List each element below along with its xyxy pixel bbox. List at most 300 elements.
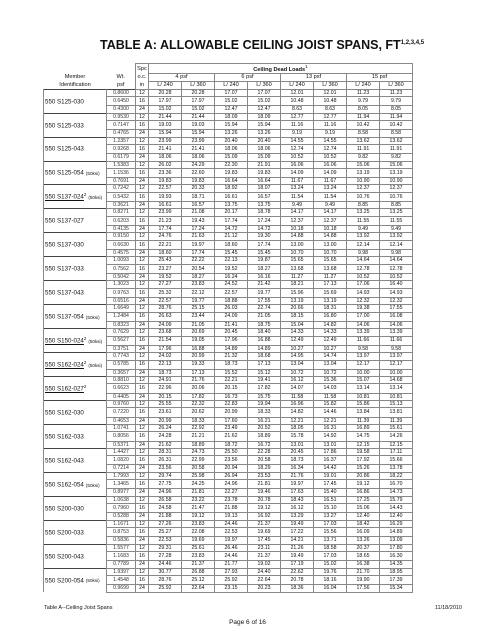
span-cell: 16.04 xyxy=(314,585,347,592)
span-cell: 11.67 xyxy=(314,178,347,185)
span-cell: 19.46 xyxy=(248,489,281,496)
span-cell: 21.88 xyxy=(215,504,248,513)
table-row xyxy=(44,216,413,225)
spacing-cell: 16 xyxy=(136,552,149,561)
table-row xyxy=(44,121,413,130)
span-cell: 14.06 xyxy=(380,321,413,328)
span-cell: 15.94 xyxy=(248,121,281,130)
span-cell: 13.01 xyxy=(314,441,347,448)
span-cell: 18.95 xyxy=(380,568,413,575)
span-cell: 22.30 xyxy=(215,161,248,168)
span-cell: 16.92 xyxy=(248,513,281,520)
table-row xyxy=(44,496,413,503)
span-cell: 12.15 xyxy=(380,441,413,448)
span-cell: 25.61 xyxy=(182,544,215,551)
member-name: 550 S137-033 xyxy=(45,265,84,273)
span-cell: 11.66 xyxy=(380,336,413,345)
span-cell: 22.99 xyxy=(182,456,215,465)
spacing-cell: 16 xyxy=(136,144,149,153)
span-cell: 13.00 xyxy=(281,240,314,249)
span-cell: 9.82 xyxy=(347,154,380,161)
member-name: 550 S162-054 xyxy=(45,481,84,489)
span-cell: 21.08 xyxy=(182,209,215,216)
span-cell: 12.47 xyxy=(215,106,248,113)
span-cell: 20.28 xyxy=(149,89,182,96)
span-cell: 19.87 xyxy=(248,257,281,264)
span-cell: 13.75 xyxy=(215,202,248,209)
load-4psf-header: 4 psf xyxy=(149,74,215,82)
span-cell: 28.76 xyxy=(149,576,182,585)
table-row xyxy=(44,568,413,575)
span-cell: 20.62 xyxy=(182,408,215,417)
span-cell: 15.52 xyxy=(215,369,248,376)
weight-cell: 1.1671 xyxy=(107,520,136,527)
span-cell: 20.17 xyxy=(215,209,248,216)
span-cell: 26.58 xyxy=(149,496,182,503)
span-cell: 21.44 xyxy=(182,113,215,120)
table-row xyxy=(44,144,413,153)
span-cell: 18.29 xyxy=(248,465,281,472)
span-cell: 14.88 xyxy=(281,233,314,240)
span-cell: 18.06 xyxy=(149,154,182,161)
span-cell: 11.94 xyxy=(347,113,380,120)
span-cell: 14.74 xyxy=(314,353,347,360)
span-cell: 22.13 xyxy=(215,257,248,264)
span-cell: 20.66 xyxy=(281,305,314,312)
table-row xyxy=(44,178,413,185)
weight-cell: 0.3621 xyxy=(107,202,136,209)
member-name: 550 S137-043 xyxy=(45,289,84,297)
span-cell: 14.35 xyxy=(380,561,413,568)
span-cell: 24.91 xyxy=(149,377,182,384)
span-cell: 12.17 xyxy=(347,360,380,369)
span-cell: 12.40 xyxy=(347,513,380,520)
psf-header: psf xyxy=(117,81,125,88)
span-cell: 20.78 xyxy=(281,576,314,585)
weight-cell: 1.4548 xyxy=(107,576,136,585)
table-row xyxy=(44,264,413,273)
span-cell: 23.83 xyxy=(182,520,215,527)
span-cell: 17.74 xyxy=(149,225,182,232)
span-cell: 17.13 xyxy=(314,281,347,288)
span-cell: 25.92 xyxy=(149,585,182,592)
span-cell: 10.48 xyxy=(281,97,314,106)
span-cell: 15.07 xyxy=(347,377,380,384)
span-cell: 19.49 xyxy=(281,552,314,561)
span-cell: 12.14 xyxy=(347,240,380,249)
table-row xyxy=(44,305,413,312)
span-cell: 21.41 xyxy=(215,321,248,328)
span-cell: 24.09 xyxy=(215,312,248,321)
table-row xyxy=(44,345,413,352)
span-cell: 9.79 xyxy=(380,97,413,106)
span-cell: 15.02 xyxy=(314,561,347,568)
span-cell: 15.94 xyxy=(215,121,248,130)
span-cell: 13.26 xyxy=(215,130,248,137)
spacing-cell: 16 xyxy=(136,576,149,585)
title-footnote-marks: 1,2,3,4,5 xyxy=(400,39,425,46)
span-cell: 12.49 xyxy=(281,336,314,345)
span-cell: 17.86 xyxy=(314,448,347,455)
span-cell: 11.55 xyxy=(380,216,413,225)
member-name: 550 S137-054 xyxy=(45,313,84,321)
span-cell: 19.12 xyxy=(347,480,380,489)
span-cell: 19.83 xyxy=(182,178,215,185)
table-row xyxy=(44,329,413,336)
span-cell: 20.40 xyxy=(248,137,281,144)
member-id xyxy=(44,432,107,441)
span-cell: 9.49 xyxy=(314,202,347,209)
span-cell: 10.00 xyxy=(380,369,413,376)
member-id xyxy=(44,264,107,273)
span-cell: 13.75 xyxy=(248,202,281,209)
span-cell: 17.97 xyxy=(182,97,215,106)
span-cell: 18.27 xyxy=(182,273,215,280)
member-name: 550 S137-024 xyxy=(45,194,84,202)
spacing-cell: 24 xyxy=(136,106,149,113)
span-cell: 19.93 xyxy=(149,192,182,201)
span-cell: 18.21 xyxy=(281,281,314,288)
span-cell: 18.60 xyxy=(149,249,182,256)
span-cell: 16.57 xyxy=(182,202,215,209)
span-cell: 15.56 xyxy=(314,528,347,537)
span-cell: 16.51 xyxy=(314,496,347,503)
span-cell: 17.07 xyxy=(248,89,281,96)
table-row xyxy=(44,233,413,240)
span-cell: 14.89 xyxy=(215,345,248,352)
table-row xyxy=(44,417,413,424)
span-cell: 16.64 xyxy=(248,178,281,185)
span-cell: 25.27 xyxy=(149,528,182,537)
span-cell: 16.72 xyxy=(248,441,281,448)
span-cell: 19.94 xyxy=(248,401,281,408)
span-cell: 17.22 xyxy=(281,528,314,537)
span-cell: 12.74 xyxy=(314,144,347,153)
span-cell: 19.58 xyxy=(347,448,380,455)
span-cell: 20.15 xyxy=(215,384,248,393)
span-cell: 20.33 xyxy=(182,185,215,192)
span-cell: 12.37 xyxy=(281,216,314,225)
span-cell: 24.52 xyxy=(215,281,248,288)
span-cell: 24.46 xyxy=(215,520,248,527)
span-cell: 18.16 xyxy=(314,576,347,585)
weight-cell: 0.5288 xyxy=(107,513,136,520)
span-cell: 21.12 xyxy=(215,233,248,240)
span-cell: 26.03 xyxy=(215,305,248,312)
spacing-cell: 12 xyxy=(136,113,149,120)
span-cell: 11.58 xyxy=(281,393,314,400)
span-cell: 14.93 xyxy=(380,288,413,297)
span-cell: 13.62 xyxy=(347,137,380,144)
member-id xyxy=(44,480,107,489)
span-cell: 23.68 xyxy=(149,329,182,336)
span-cell: 9.49 xyxy=(380,225,413,232)
span-cell: 18.36 xyxy=(281,585,314,592)
span-cell: 19.97 xyxy=(281,480,314,489)
span-cell: 16.06 xyxy=(314,161,347,168)
spacing-cell: 12 xyxy=(136,448,149,455)
span-cell: 24.96 xyxy=(215,480,248,489)
span-cell: 9.98 xyxy=(380,249,413,256)
weight-cell: 1.0741 xyxy=(107,424,136,431)
span-cell: 15.34 xyxy=(380,585,413,592)
span-cell: 23.44 xyxy=(182,312,215,321)
weight-cell: 0.7242 xyxy=(107,185,136,192)
span-cell: 19.05 xyxy=(182,336,215,345)
table-row xyxy=(44,441,413,448)
span-cell: 10.27 xyxy=(314,345,347,352)
span-cell: 24.46 xyxy=(149,561,182,568)
span-cell: 12.74 xyxy=(281,144,314,153)
span-cell: 21.26 xyxy=(281,544,314,551)
weight-cell: 1.0638 xyxy=(107,496,136,503)
footnote-mark: 2 xyxy=(83,192,87,198)
span-cell: 14.75 xyxy=(347,432,380,441)
span-cell: 19.02 xyxy=(248,561,281,568)
table-row xyxy=(44,273,413,280)
span-cell: 13.19 xyxy=(281,297,314,304)
span-cell: 13.25 xyxy=(380,209,413,216)
span-cell: 16.34 xyxy=(281,465,314,472)
span-cell: 20.28 xyxy=(182,89,215,96)
span-cell: 12.01 xyxy=(314,89,347,96)
span-cell: 17.80 xyxy=(380,544,413,551)
span-cell: 21.81 xyxy=(248,480,281,489)
span-cell: 10.00 xyxy=(347,369,380,376)
span-cell: 21.76 xyxy=(182,377,215,384)
span-cell: 25.43 xyxy=(149,257,182,264)
span-cell: 23.99 xyxy=(149,137,182,144)
span-cell: 24.46 xyxy=(215,552,248,561)
span-cell: 12.32 xyxy=(380,297,413,304)
span-cell: 11.55 xyxy=(347,216,380,225)
span-cell: 17.74 xyxy=(248,240,281,249)
deflection-header: L/ 360 xyxy=(248,82,281,90)
weight-cell: 1.3465 xyxy=(107,480,136,489)
span-cell: 14.92 xyxy=(314,432,347,441)
table-row xyxy=(44,528,413,537)
table-row xyxy=(44,353,413,360)
weight-cell: 0.6623 xyxy=(107,384,136,393)
span-cell: 18.09 xyxy=(215,113,248,120)
span-cell: 11.16 xyxy=(314,121,347,130)
table-body xyxy=(44,89,413,592)
weight-cell: 0.5042 xyxy=(107,273,136,280)
span-cell: 25.92 xyxy=(215,576,248,585)
span-cell: 16.57 xyxy=(248,192,281,201)
span-cell: 18.73 xyxy=(149,369,182,376)
span-cell: 8.05 xyxy=(347,106,380,113)
table-row xyxy=(44,288,413,297)
span-cell: 17.74 xyxy=(182,249,215,256)
weight-cell: 0.9763 xyxy=(107,288,136,297)
span-cell: 20.06 xyxy=(182,384,215,393)
span-cell: 18.33 xyxy=(248,408,281,417)
span-cell: 26.94 xyxy=(215,472,248,479)
spacing-cell: 12 xyxy=(136,209,149,216)
span-cell: 13.25 xyxy=(347,209,380,216)
span-cell: 15.13 xyxy=(380,401,413,408)
member-id xyxy=(44,240,107,249)
weight-cell: 0.7789 xyxy=(107,561,136,568)
span-cell: 21.37 xyxy=(182,561,215,568)
span-cell: 16.64 xyxy=(215,178,248,185)
span-cell: 18.27 xyxy=(248,264,281,273)
span-cell: 10.27 xyxy=(281,345,314,352)
span-cell: 17.03 xyxy=(314,520,347,527)
span-cell: 11.54 xyxy=(314,192,347,201)
span-cell: 14.55 xyxy=(281,137,314,144)
span-cell: 11.91 xyxy=(380,144,413,153)
spacing-cell: 16 xyxy=(136,384,149,393)
weight-cell: 1.3023 xyxy=(107,281,136,288)
span-cell: 23.83 xyxy=(182,281,215,288)
span-cell: 22.64 xyxy=(182,585,215,592)
span-cell: 15.09 xyxy=(215,154,248,161)
span-cell: 13.19 xyxy=(380,168,413,177)
weight-cell: 0.3751 xyxy=(107,345,136,352)
span-cell: 15.02 xyxy=(149,106,182,113)
spacing-cell: 16 xyxy=(136,216,149,225)
span-cell: 14.21 xyxy=(281,537,314,544)
span-cell: 10.52 xyxy=(347,273,380,280)
table-row xyxy=(44,552,413,561)
weight-cell: 0.5836 xyxy=(107,537,136,544)
table-row xyxy=(44,480,413,489)
span-cell: 14.95 xyxy=(281,353,314,360)
span-cell: 18.09 xyxy=(248,113,281,120)
span-cell: 21.23 xyxy=(149,216,182,225)
span-cell: 14.17 xyxy=(314,209,347,216)
span-cell: 17.07 xyxy=(215,89,248,96)
spacing-cell: 16 xyxy=(136,288,149,297)
span-cell: 18.06 xyxy=(248,144,281,153)
oc-header: o.c. xyxy=(137,74,147,81)
table-row xyxy=(44,424,413,431)
span-cell: 29.31 xyxy=(149,544,182,551)
span-cell: 15.65 xyxy=(281,257,314,264)
spacing-cell: 16 xyxy=(136,97,149,106)
weight-cell: 0.8977 xyxy=(107,489,136,496)
weight-cell: 0.7214 xyxy=(107,465,136,472)
table-row xyxy=(44,585,413,592)
span-cell: 8.85 xyxy=(347,202,380,209)
spacing-cell: 12 xyxy=(136,329,149,336)
span-cell: 25.15 xyxy=(182,305,215,312)
spacing-cell: 12 xyxy=(136,89,149,96)
member-name: 550 S137-030 xyxy=(45,242,84,249)
weight-cell: 0.9268 xyxy=(107,144,136,153)
spacing-cell: 24 xyxy=(136,489,149,496)
spacing-cell: 16 xyxy=(136,432,149,441)
span-cell: 17.55 xyxy=(248,297,281,304)
spacing-cell: 16 xyxy=(136,480,149,489)
span-cell: 17.60 xyxy=(215,417,248,424)
span-cell: 18.06 xyxy=(215,144,248,153)
table-row xyxy=(44,130,413,137)
weight-cell: 0.3657 xyxy=(107,369,136,376)
span-cell: 22.22 xyxy=(182,257,215,264)
weight-cell: 0.8271 xyxy=(107,209,136,216)
span-cell: 18.88 xyxy=(215,297,248,304)
member-id xyxy=(44,216,107,225)
member-name: 550 S125-043 xyxy=(45,146,84,154)
span-cell: 24.28 xyxy=(149,432,182,441)
span-cell: 21.54 xyxy=(149,336,182,345)
spacing-cell: 12 xyxy=(136,568,149,575)
weight-cell: 0.8753 xyxy=(107,528,136,537)
table-row xyxy=(44,401,413,408)
member-name: 550 S137-027 xyxy=(45,218,84,226)
weight-cell: 0.4765 xyxy=(107,130,136,137)
span-cell: 19.83 xyxy=(248,168,281,177)
span-cell: 21.47 xyxy=(182,504,215,513)
weight-cell: 0.9150 xyxy=(107,233,136,240)
span-cell: 16.86 xyxy=(347,489,380,496)
span-cell: 19.69 xyxy=(182,537,215,544)
span-cell: 19.76 xyxy=(314,568,347,575)
span-cell: 17.24 xyxy=(248,216,281,225)
span-cell: 23.78 xyxy=(215,496,248,503)
ceiling-joist-span-table xyxy=(43,63,413,593)
spacing-cell: 24 xyxy=(136,297,149,304)
span-cell: 13.39 xyxy=(380,329,413,336)
table-row xyxy=(44,504,413,513)
span-cell: 11.94 xyxy=(380,113,413,120)
span-cell: 18.40 xyxy=(248,329,281,336)
span-cell: 18.75 xyxy=(248,321,281,328)
span-cell: 24.29 xyxy=(182,161,215,168)
span-cell: 18.22 xyxy=(380,472,413,479)
span-cell: 19.97 xyxy=(182,240,215,249)
span-cell: 11.39 xyxy=(347,417,380,424)
span-cell: 9.49 xyxy=(347,225,380,232)
span-cell: 18.43 xyxy=(281,496,314,503)
member-id xyxy=(44,504,107,513)
span-cell: 15.40 xyxy=(314,489,347,496)
span-cell: 21.41 xyxy=(149,144,182,153)
member-id xyxy=(44,336,107,345)
span-cell: 27.27 xyxy=(149,281,182,288)
span-cell: 12.14 xyxy=(380,240,413,249)
span-cell: 12.78 xyxy=(380,264,413,273)
spacing-cell: 16 xyxy=(136,240,149,249)
span-cell: 16.70 xyxy=(380,480,413,489)
member-name: 550 S200-043 xyxy=(45,553,84,561)
span-cell: 16.31 xyxy=(314,424,347,431)
table-row xyxy=(44,432,413,441)
table-row xyxy=(44,113,413,120)
span-cell: 22.13 xyxy=(149,360,182,369)
span-cell: 13.09 xyxy=(380,537,413,544)
span-cell: 21.37 xyxy=(248,520,281,527)
member-id xyxy=(44,528,107,537)
weight-cell: 0.5627 xyxy=(107,336,136,345)
span-cell: 16.30 xyxy=(380,552,413,561)
span-cell: 13.84 xyxy=(347,408,380,417)
span-cell: 13.97 xyxy=(347,353,380,360)
span-cell: 22.21 xyxy=(215,377,248,384)
span-cell: 20.37 xyxy=(347,544,380,551)
span-cell: 10.81 xyxy=(380,393,413,400)
span-cell: 19.83 xyxy=(215,168,248,177)
deflection-header: L/ 360 xyxy=(380,82,413,90)
span-cell: 28.31 xyxy=(149,448,182,455)
span-cell: 13.92 xyxy=(347,233,380,240)
weight-cell: 0.9760 xyxy=(107,401,136,408)
span-cell: 26.88 xyxy=(182,568,215,575)
weight-cell: 1.0820 xyxy=(107,456,136,465)
